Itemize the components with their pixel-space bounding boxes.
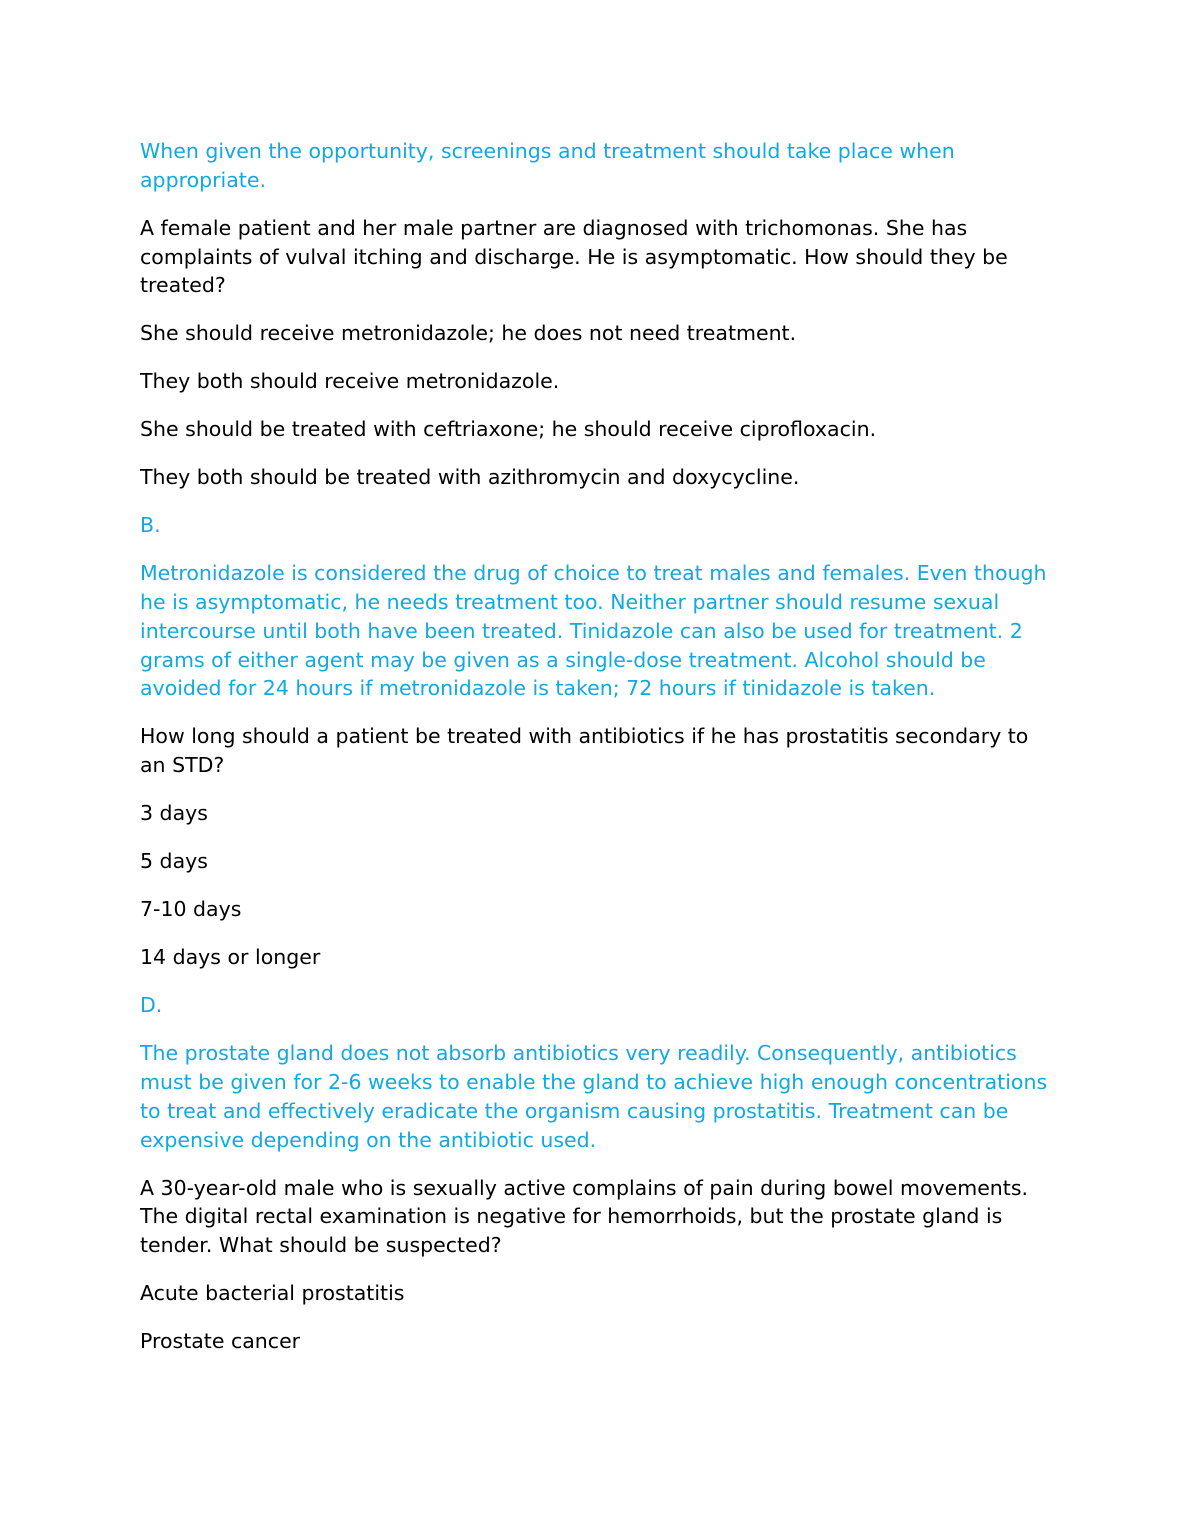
question-2-option-a: 3 days (140, 801, 208, 826)
question-1-option-a: She should receive metronidazole; he does not need treatment. (140, 321, 797, 346)
question-1-explanation: Metronidazole is considered the drug of choice to treat males and females. Even though he is asymptomatic, he needs treatment too. Neither partner should resume sexual intercourse until both have been treated. Tinidazole can also be used for treatment. 2 grams of either agent may be given as a single-dose treatment. Alcohol should be avoided for 24 hours if metronidazole is taken; 72 hours if tinidazole is taken. (140, 561, 1047, 701)
question-1-answer: B. (140, 513, 161, 538)
question-2-option-b: 5 days (140, 849, 208, 874)
question-1-option-b: They both should receive metronidazole. (140, 369, 560, 394)
question-2-option-c: 7-10 days (140, 897, 242, 922)
question-3-option-a: Acute bacterial prostatitis (140, 1281, 405, 1306)
question-1-text: A female patient and her male partner are diagnosed with trichomonas. She has complaints of vulval itching and discharge. He is asymptomatic. How should they be treated? (140, 215, 1008, 298)
question-2-answer: D. (140, 993, 163, 1018)
intro-answer-text: When given the opportunity, screenings and treatment should take place when appropriate. (140, 139, 955, 192)
document-page (140, 137, 1055, 1375)
question-3-text: A 30-year-old male who is sexually active complains of pain during bowel movements. The digital rectal examination is negative for hemorrhoids, but the prostate gland is tender. What should be suspected? (140, 1175, 1029, 1258)
question-1-option-c: She should be treated with ceftriaxone; he should receive ciprofloxacin. (140, 417, 877, 442)
question-3-option-b: Prostate cancer (140, 1329, 301, 1354)
question-2-option-d: 14 days or longer (140, 945, 321, 970)
question-1-option-d: They both should be treated with azithromycin and doxycycline. (140, 465, 800, 490)
question-2-explanation: The prostate gland does not absorb antibiotics very readily. Consequently, antibiotics must be given for 2-6 weeks to enable the gland to achieve high enough concentrations to treat and effectively eradicate the organism causing prostatitis. Treatment can be expensive depending on the antibiotic used. (140, 1041, 1048, 1152)
question-2-text: How long should a patient be treated with antibiotics if he has prostatitis secondary to an STD? (140, 724, 1029, 778)
